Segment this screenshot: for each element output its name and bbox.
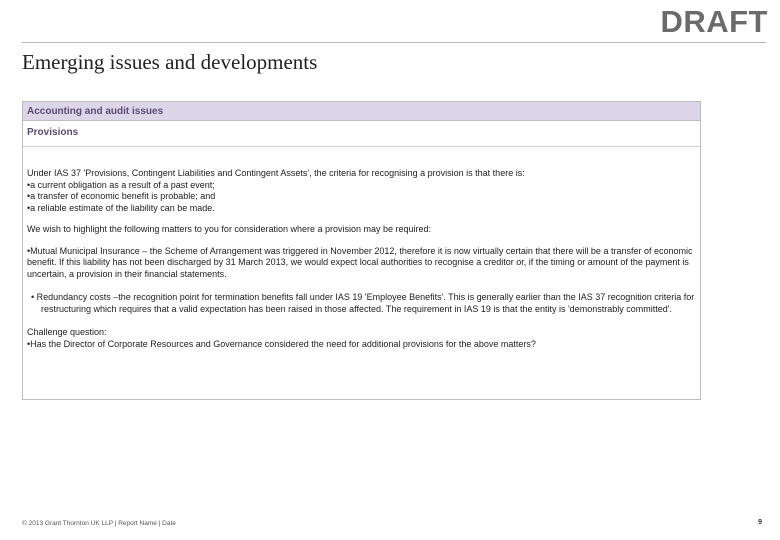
redundancy-paragraph: • Redundancy costs –the recognition point for termination benefits fall under IAS 19 'Employee Benefits'. This is generally earlier than the IAS 37 recognition criteria for restructuring which requires that a valid expectation has been raised in those affected. The requirement in IAS 19 is that the entity is 'demonstrably committed'. <box>31 292 695 314</box>
challenge-question: •Has the Director of Corporate Resources and Governance considered the need for additional provisions for the above matters? <box>27 338 536 349</box>
challenge-label: Challenge question: <box>27 327 107 337</box>
panel-body <box>23 147 700 350</box>
highlight-text: We wish to highlight the following matters to you for consideration where a provision may be required: <box>27 224 432 234</box>
issues-panel <box>22 101 701 400</box>
criteria-item: •a reliable estimate of the liability can be made. <box>27 202 215 213</box>
page-number: 9 <box>758 519 762 526</box>
panel-subheader: Provisions <box>27 127 79 138</box>
criteria-item: •a current obligation as a result of a past event; <box>27 179 215 190</box>
draft-watermark: DRAFT <box>660 4 768 39</box>
criteria-item: •a transfer of economic benefit is probable; and <box>27 191 216 201</box>
footer-copyright: © 2013 Grant Thornton UK LLP | Report Name | Date <box>22 520 176 527</box>
panel-header: Accounting and audit issues <box>23 102 700 121</box>
header-divider <box>22 42 766 43</box>
page-title: Emerging issues and developments <box>22 50 318 74</box>
mmi-paragraph: •Mutual Municipal Insurance – the Scheme of Arrangement was triggered in November 2012, therefore it is now virtually certain that there will be a transfer of economic benefit. If this liability has not been discharged by 31 March 2013, we would expect local authorities to recognise a creditor or, if the timing or amount of the payment is uncertain, a provision in their financial statements. <box>27 245 693 279</box>
intro-text: Under IAS 37 'Provisions, Contingent Liabilities and Contingent Assets', the criteria for recognising a provision is that there is: <box>27 168 525 178</box>
